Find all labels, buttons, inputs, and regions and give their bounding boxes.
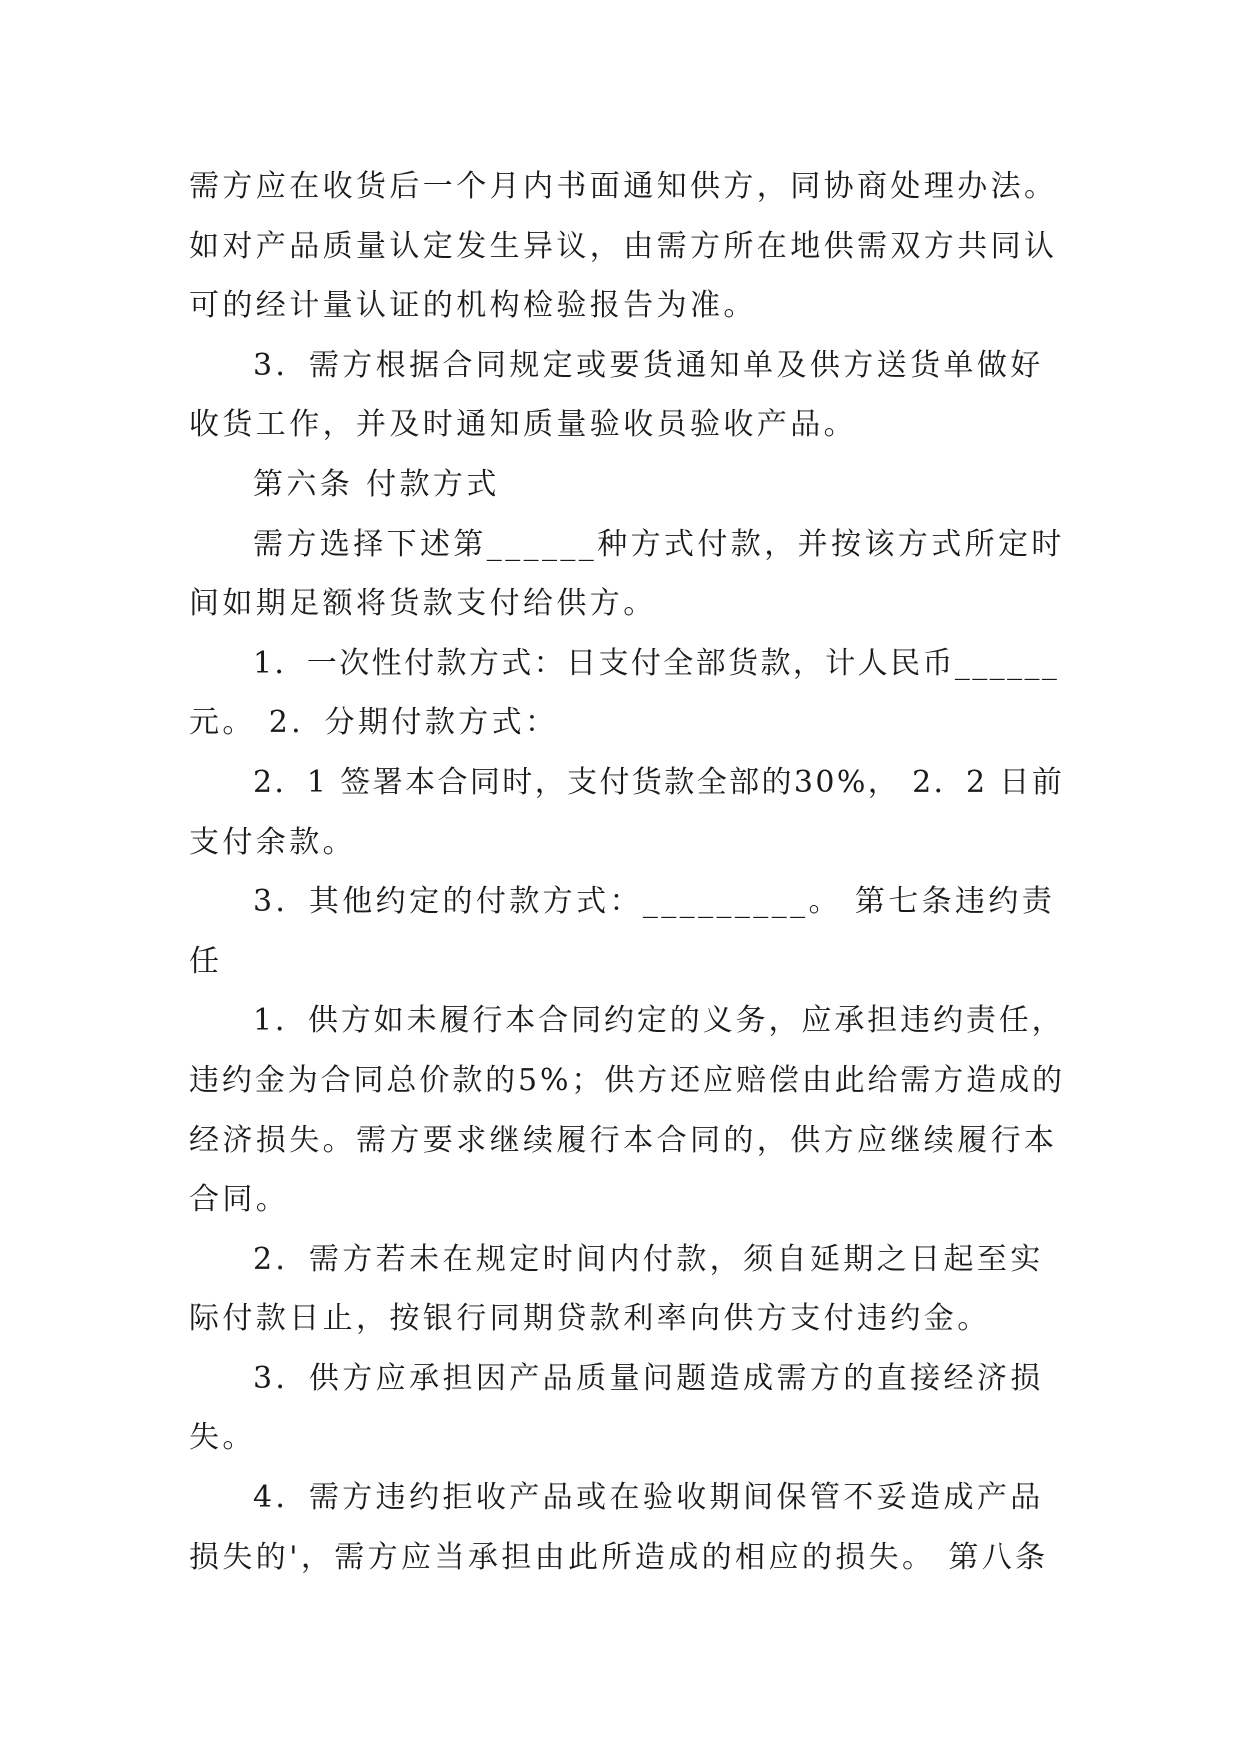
text-line: 收货工作，并及时通知质量验收员验收产品。 (189, 407, 857, 443)
text-line: 际付款日止，按银行同期贷款利率向供方支付违约金。 (189, 1301, 991, 1337)
text-line: 3．需方根据合同规定或要货通知单及供方送货单做好 (253, 347, 1044, 383)
text-line: 4．需方违约拒收产品或在验收期间保管不妥造成产品 (253, 1480, 1044, 1516)
text-line: 2．1 签署本合同时，支付货款全部的30%， 2．2 日前 (253, 764, 1065, 800)
document-body (189, 157, 1069, 1587)
text-line: 合同。 (189, 1182, 290, 1218)
text-line: 损失的'，需方应当承担由此所造成的相应的损失。 第八条 (189, 1539, 1049, 1575)
text-line: 经济损失。需方要求继续履行本合同的，供方应继续履行本 (189, 1122, 1058, 1158)
text-line: 1．供方如未履行本合同约定的义务，应承担违约责任， (253, 1003, 1065, 1039)
text-line: 支付余款。 (189, 824, 356, 860)
text-line: 可的经计量认证的机构检验报告为准。 (189, 288, 757, 324)
text-line: 需方应在收货后一个月内书面通知供方，同协商处理办法。 (189, 169, 1058, 204)
text-line: 2．需方若未在规定时间内付款，须自延期之日起至实 (253, 1241, 1044, 1277)
text-line: 失。 (189, 1420, 256, 1456)
text-line: 元。 2．分期付款方式： (189, 705, 559, 741)
text-line: 第六条 付款方式 (253, 466, 500, 502)
text-line: 如对产品质量认定发生异议，由需方所在地供需双方共同认 (189, 228, 1058, 264)
text-line: 任 (189, 943, 223, 979)
text-line: 违约金为合同总价款的5%；供方还应赔偿由此给需方造成的 (189, 1062, 1065, 1098)
text-line: 3．其他约定的付款方式：_________。 第七条违约责 (253, 884, 1056, 920)
text-line: 1．一次性付款方式：日支付全部货款，计人民币______ (253, 645, 1060, 681)
text-line: 间如期足额将货款支付给供方。 (189, 586, 657, 622)
text-line: 3．供方应承担因产品质量问题造成需方的直接经济损 (253, 1360, 1044, 1396)
text-line: 需方选择下述第______种方式付款，并按该方式所定时 (253, 526, 1065, 562)
